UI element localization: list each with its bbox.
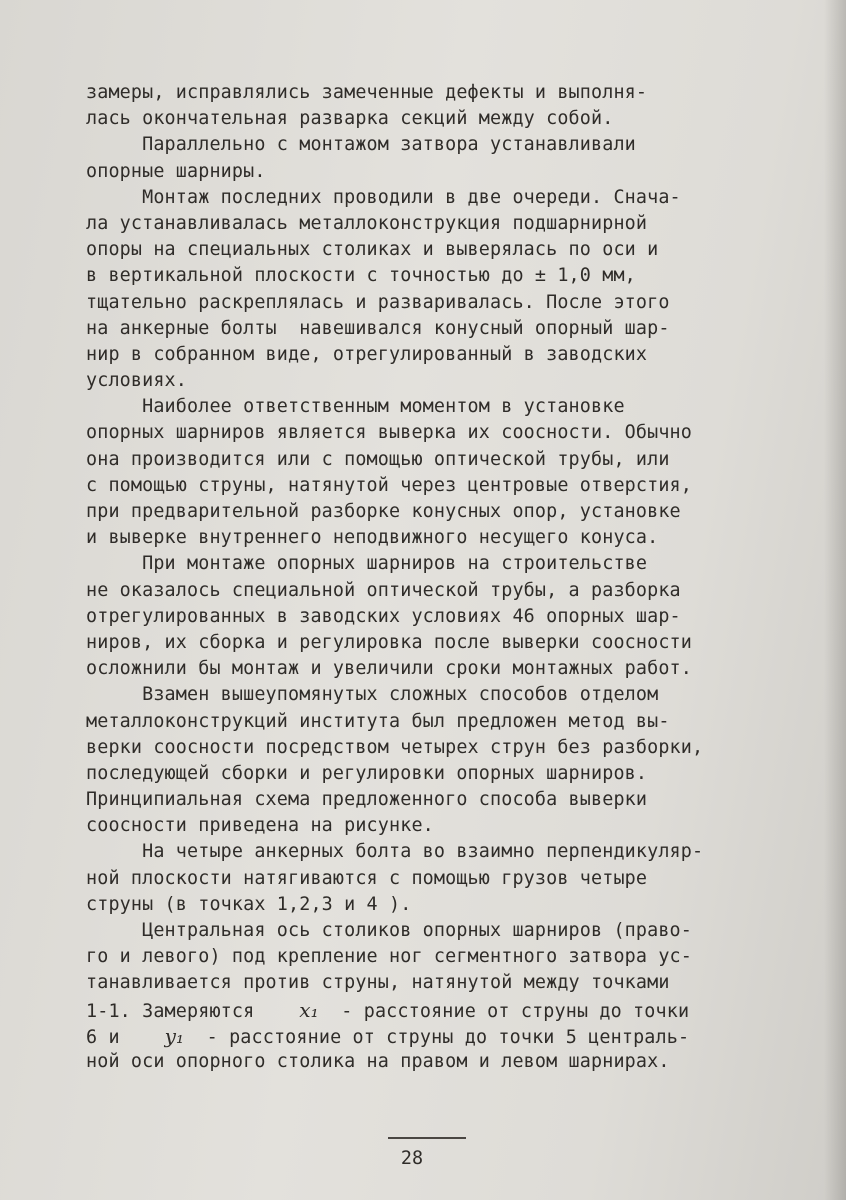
text-line: При монтаже опорных шарниров на строительстве: [86, 553, 648, 575]
text-line: Взамен вышеупомянутых сложных способов отделом: [86, 684, 659, 706]
text-line: ной оси опорного столика на правом и левом шарнирах.: [86, 1050, 670, 1072]
text-line: ниров, их сборка и регулировка после выверки соосности: [86, 631, 692, 653]
text-line: лась окончательная разварка секций между собой.: [86, 108, 614, 130]
text-line: с помощью струны, натянутой через центровые отверстия,: [86, 474, 692, 496]
text-line: нир в собранном виде, отрегулированный в заводских: [86, 343, 648, 365]
text-line: опоры на специальных столиках и выверялась по оси и: [86, 239, 659, 261]
body-text: [86, 80, 821, 1075]
page-number: 28: [400, 1148, 424, 1169]
text-line-with-x: [86, 997, 821, 1023]
text-line: и выверке внутреннего неподвижного несущего конуса.: [86, 527, 659, 549]
page-number-rule: [388, 1137, 466, 1139]
text-line: Центральная ось столиков опорных шарниров (право-: [86, 920, 692, 941]
text-line: ла устанавливалась металлоконструкция подшарнирной: [86, 212, 648, 234]
text-line: Параллельно с монтажом затвора устанавливали: [86, 134, 636, 156]
text-line: при предварительной разборке конусных опор, установке: [86, 501, 681, 522]
text-line: Наиболее ответственным моментом в установке: [86, 396, 625, 418]
text-line: опорные шарниры.: [86, 160, 266, 182]
text-line: металлоконструкций института был предложен метод вы-: [86, 710, 670, 732]
line-y-pre: 6 и: [86, 1026, 165, 1048]
text-line: соосности приведена на рисунке.: [86, 815, 434, 837]
line-x-pre: 1-1. Замеряются: [86, 1000, 300, 1022]
variable-y1: y₁: [164, 1023, 185, 1048]
line-y-post: - расстояние от струны до точки 5 централь-: [184, 1026, 690, 1048]
text-line: На четыре анкерных болта во взаимно перпендикуляр-: [86, 841, 704, 863]
text-line: Монтаж последних проводили в две очереди. Снача-: [86, 186, 681, 208]
text-line: условиях.: [86, 370, 187, 392]
text-line: верки соосности посредством четырех струн без разборки,: [86, 736, 704, 758]
text-line: отрегулированных в заводских условиях 46 опорных шар-: [86, 605, 681, 627]
variable-x1: x₁: [299, 997, 319, 1022]
text-line: в вертикальной плоскости с точностью до ± 1,0 мм,: [86, 265, 636, 287]
text-line: струны (в точках 1,2,3 и 4 ).: [86, 893, 412, 915]
text-line-with-y: [86, 1023, 821, 1049]
text-line: замеры, исправлялись замеченные дефекты и выполня-: [86, 82, 648, 103]
text-line: на анкерные болты навешивался конусный опорный шар-: [86, 317, 670, 339]
text-line: последующей сборки и регулировки опорных шарниров.: [86, 762, 648, 784]
line-x-post: - расстояние от струны до точки: [318, 1000, 690, 1022]
text-line: тщательно раскреплялась и разваривалась. После этого: [86, 291, 670, 313]
text-line: она производится или с помощью оптической трубы, или: [86, 448, 670, 470]
text-line: не оказалось специальной оптической трубы, а разборка: [86, 579, 681, 601]
text-line: ной плоскости натягиваются с помощью грузов четыре: [86, 867, 648, 889]
text-line: Принципиальная схема предложенного способа выверки: [86, 789, 648, 811]
text-line: го и левого) под крепление ног сегментного затвора ус-: [86, 946, 692, 968]
text-line: осложнили бы монтаж и увеличили сроки монтажных работ.: [86, 658, 692, 680]
text-line: танавливается против струны, натянутой между точками: [86, 972, 670, 994]
text-line: опорных шарниров является выверка их соосности. Обычно: [86, 422, 692, 444]
